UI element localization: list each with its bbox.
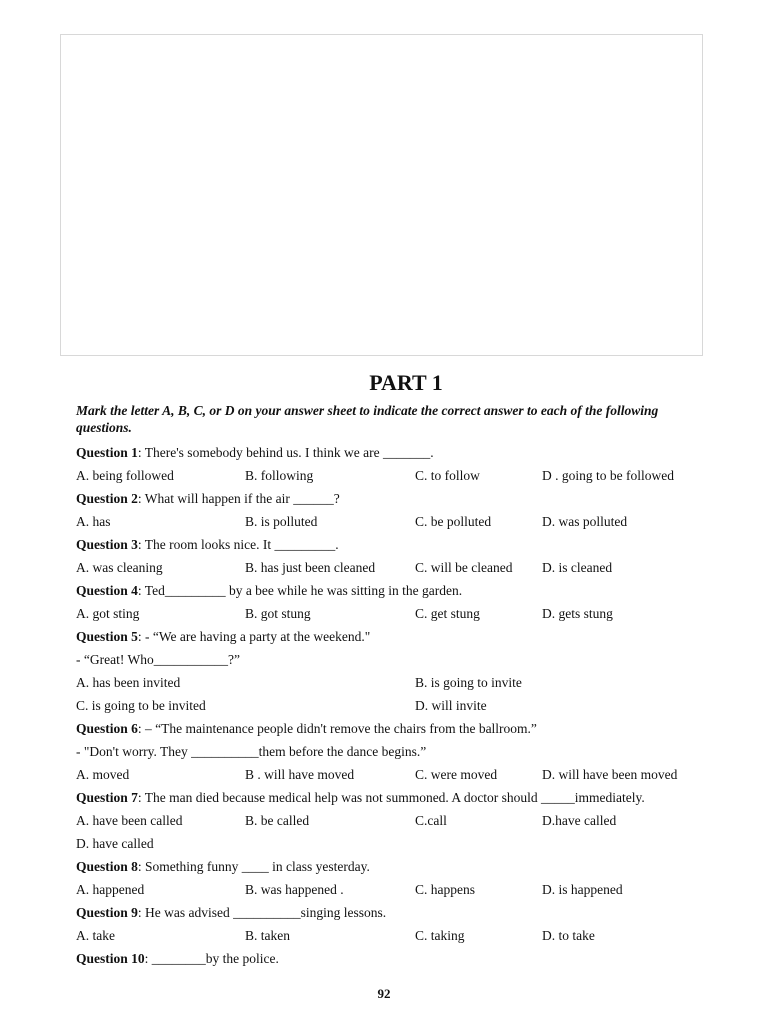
question-6-line-2: - "Don't worry. They __________them before the dance begins.” xyxy=(76,744,427,759)
question-2 xyxy=(76,487,716,510)
option-extra: D. have called xyxy=(76,836,154,851)
option-a: A. has xyxy=(76,514,111,529)
question-8 xyxy=(76,855,716,878)
question-label: Question 10 xyxy=(76,951,145,966)
question-text: : Ted_________ by a bee while he was sitting in the garden. xyxy=(137,583,463,598)
question-label: Question 3 xyxy=(76,537,138,552)
options-9 xyxy=(76,924,716,947)
worksheet xyxy=(76,368,716,970)
option-c: C.call xyxy=(415,813,447,828)
option-a: A. being followed xyxy=(76,468,174,483)
option-d: D. was polluted xyxy=(542,514,628,529)
question-9 xyxy=(76,901,716,924)
question-text: : – “The maintenance people didn't remove the chairs from the ballroom.” xyxy=(137,721,537,736)
option-a: A. was cleaning xyxy=(76,560,163,575)
option-a: A. moved xyxy=(76,767,130,782)
question-text: : The room looks nice. It _________. xyxy=(137,537,339,552)
option-c: C. get stung xyxy=(415,606,480,621)
page-number: 92 xyxy=(377,986,391,1001)
question-5 xyxy=(76,625,716,648)
question-label: Question 9 xyxy=(76,905,138,920)
question-label: Question 8 xyxy=(76,859,138,874)
option-a: A. happened xyxy=(76,882,145,897)
image-placeholder xyxy=(60,34,703,356)
option-d: D . going to be followed xyxy=(542,468,674,483)
option-c: C. be polluted xyxy=(415,514,492,529)
option-c: C. is going to be invited xyxy=(76,698,206,713)
option-b: B. is going to invite xyxy=(415,675,522,690)
question-text: : There's somebody behind us. I think we are _______. xyxy=(137,445,434,460)
options-4 xyxy=(76,602,716,625)
option-a: A. have been called xyxy=(76,813,183,828)
option-d: D. to take xyxy=(542,928,595,943)
options-6 xyxy=(76,763,716,786)
question-text: : Something funny ____ in class yesterday. xyxy=(137,859,370,874)
question-label: Question 1 xyxy=(76,445,138,460)
question-label: Question 2 xyxy=(76,491,138,506)
question-text: : The man died because medical help was not summoned. A doctor should _____immediately. xyxy=(137,790,645,805)
option-b: B. following xyxy=(245,468,314,483)
part-title: PART 1 xyxy=(369,370,443,395)
question-7 xyxy=(76,786,716,809)
question-text: : What will happen if the air ______? xyxy=(137,491,340,506)
options-5-row-1 xyxy=(76,671,716,694)
option-c: C. taking xyxy=(415,928,465,943)
question-1 xyxy=(76,441,716,464)
option-b: B. taken xyxy=(245,928,290,943)
options-7 xyxy=(76,809,716,832)
question-5-line-2: - “Great! Who___________?” xyxy=(76,652,240,667)
option-d: D. is cleaned xyxy=(542,560,613,575)
option-c: C. to follow xyxy=(415,468,480,483)
question-label: Question 7 xyxy=(76,790,138,805)
option-a: A. take xyxy=(76,928,115,943)
option-b: B. was happened . xyxy=(245,882,344,897)
options-8 xyxy=(76,878,716,901)
question-label: Question 5 xyxy=(76,629,138,644)
option-b: B. be called xyxy=(245,813,310,828)
instruction: Mark the letter A, B, C, or D on your answer sheet to indicate the correct answer to each of the following questions. xyxy=(76,403,659,435)
option-d: D. is happened xyxy=(542,882,623,897)
option-d: D. gets stung xyxy=(542,606,613,621)
option-a: A. has been invited xyxy=(76,675,181,690)
option-c: C. will be cleaned xyxy=(415,560,513,575)
question-3 xyxy=(76,533,716,556)
question-label: Question 6 xyxy=(76,721,138,736)
option-d: D. will have been moved xyxy=(542,767,678,782)
option-c: C. were moved xyxy=(415,767,498,782)
options-3 xyxy=(76,556,716,579)
option-b: B . will have moved xyxy=(245,767,355,782)
options-1 xyxy=(76,464,716,487)
question-label: Question 4 xyxy=(76,583,138,598)
options-2 xyxy=(76,510,716,533)
question-text: : He was advised __________singing lessons. xyxy=(137,905,387,920)
option-d: D.have called xyxy=(542,813,617,828)
question-10 xyxy=(76,947,716,970)
options-5-row-2 xyxy=(76,694,716,717)
option-a: A. got sting xyxy=(76,606,140,621)
question-text: : - “We are having a party at the weekend." xyxy=(137,629,371,644)
option-d: D. will invite xyxy=(415,698,487,713)
question-text: : ________by the police. xyxy=(144,951,279,966)
question-6 xyxy=(76,717,716,740)
option-c: C. happens xyxy=(415,882,475,897)
option-b: B. is polluted xyxy=(245,514,318,529)
option-b: B. got stung xyxy=(245,606,311,621)
option-b: B. has just been cleaned xyxy=(245,560,376,575)
question-4 xyxy=(76,579,716,602)
